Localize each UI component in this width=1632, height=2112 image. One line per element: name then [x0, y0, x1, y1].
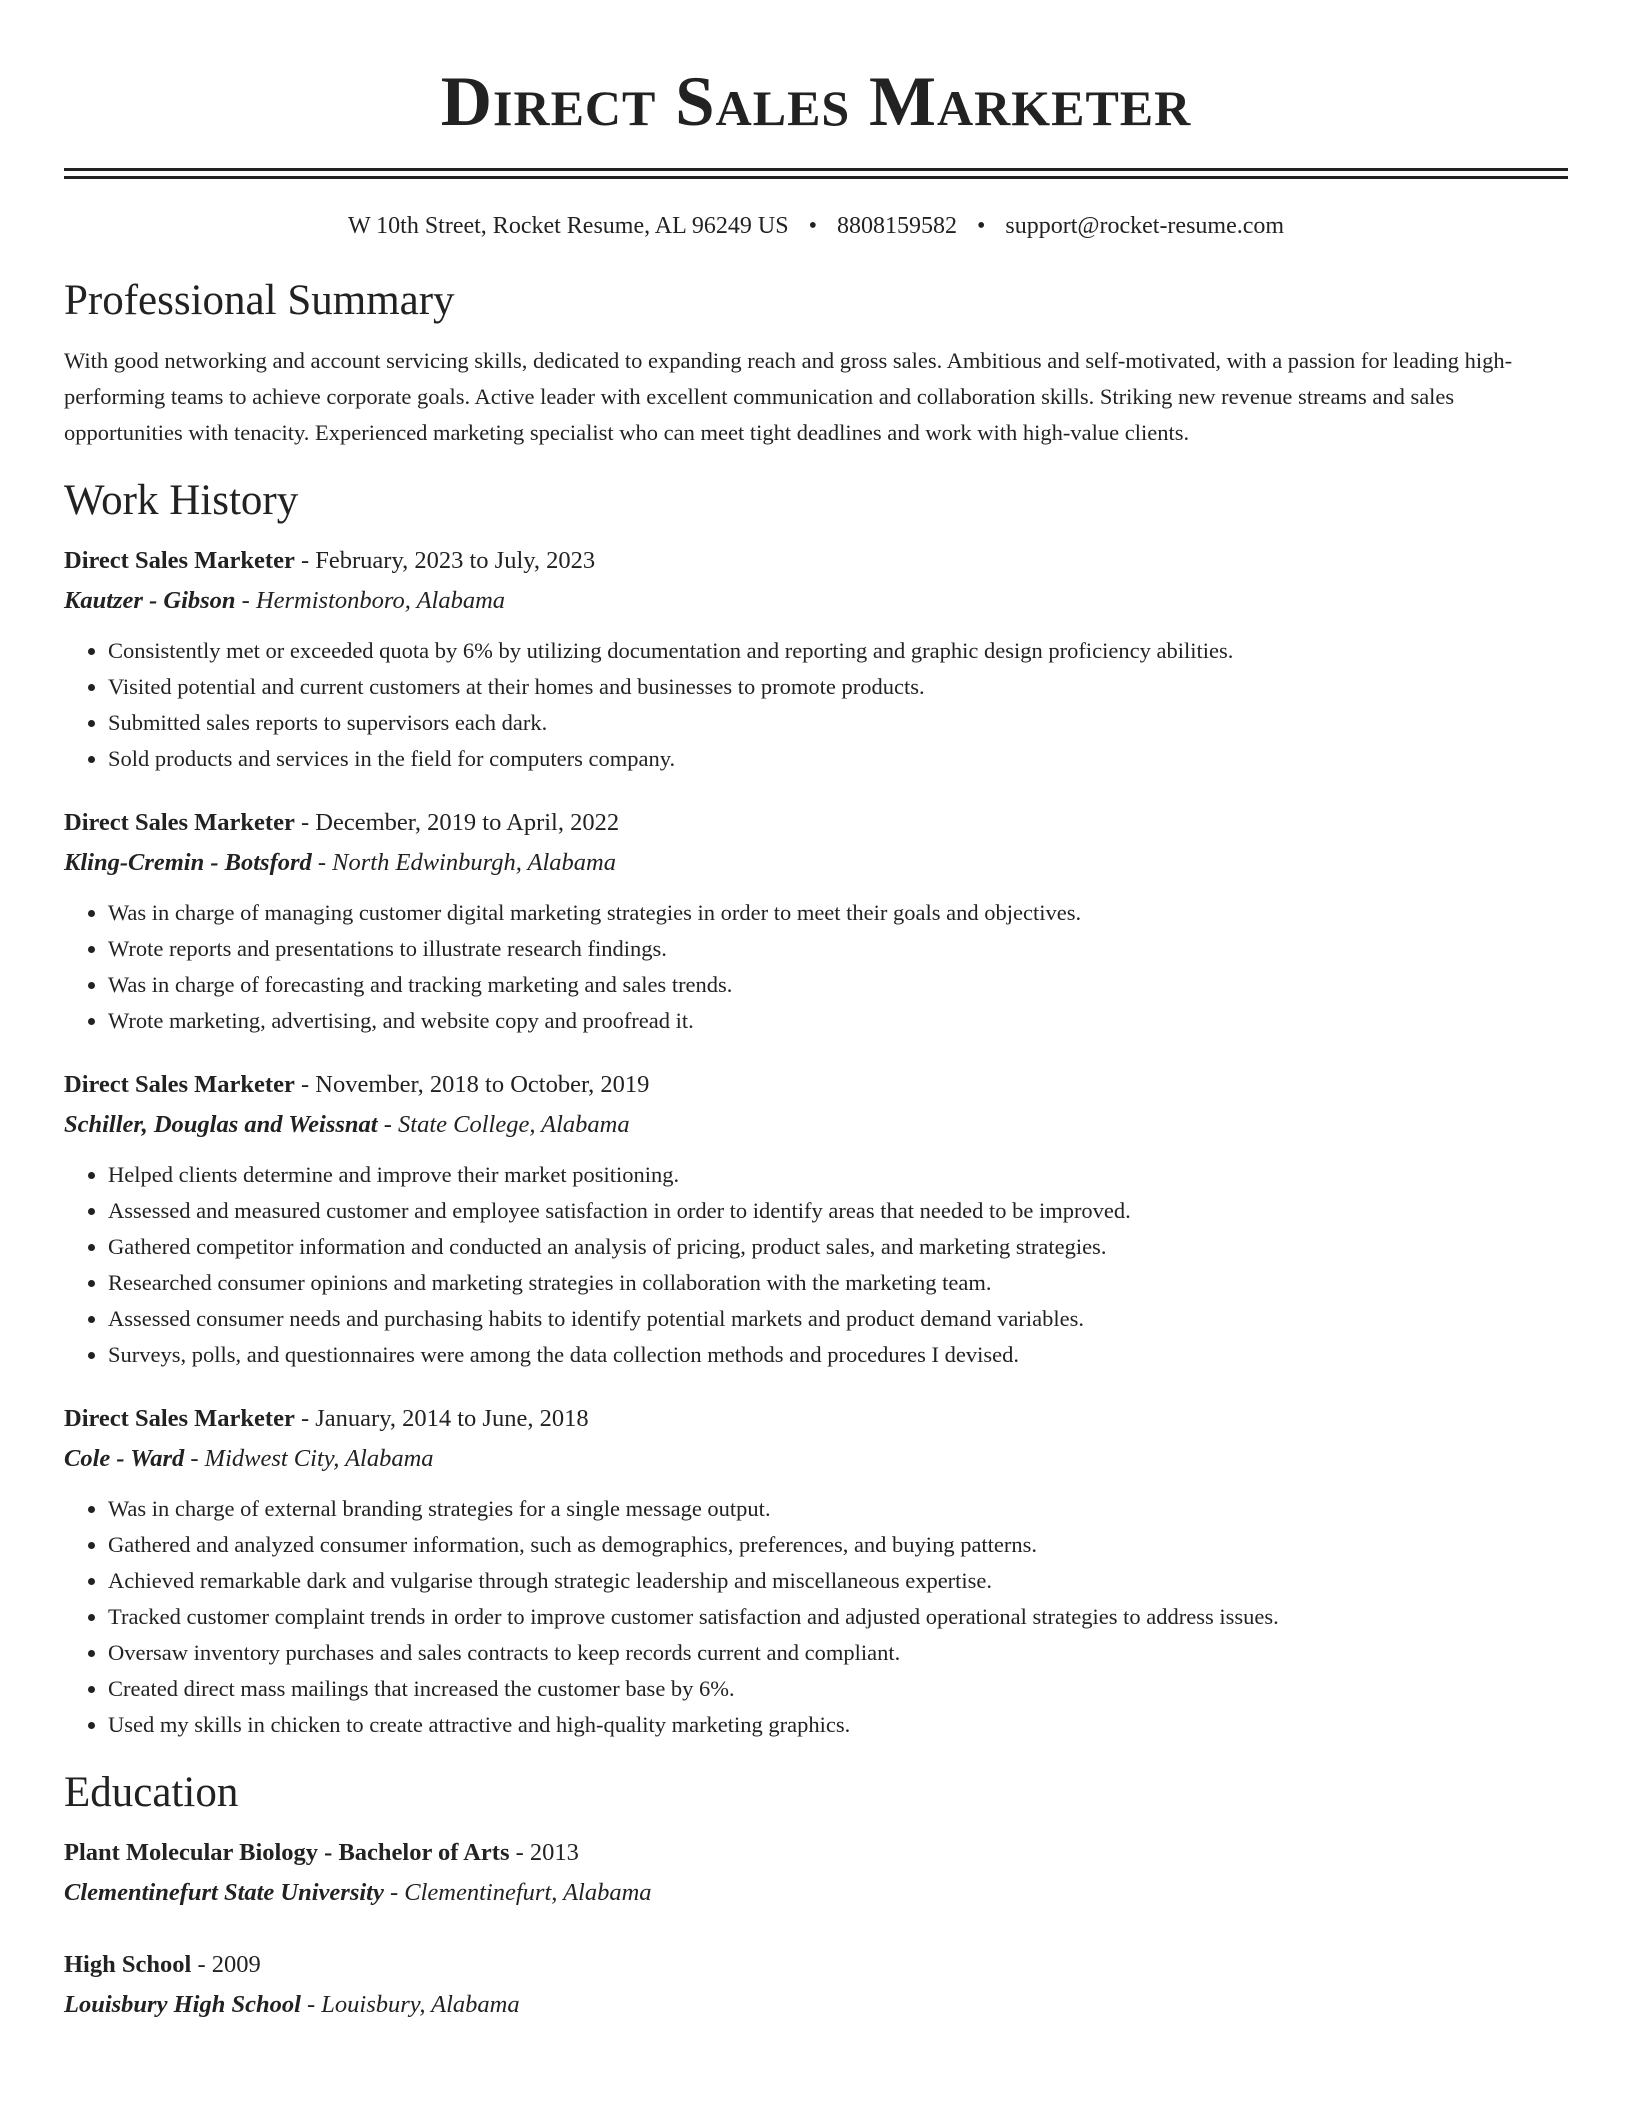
- job-location: - Hermistonboro, Alabama: [235, 587, 506, 614]
- education-degree: Plant Molecular Biology - Bachelor of Arts: [64, 1839, 510, 1866]
- job-employer: [64, 581, 1568, 621]
- job-title: Direct Sales Marketer: [64, 547, 295, 574]
- contact-email: support@rocket-resume.com: [1005, 213, 1285, 239]
- job-bullet: • Achieved remarkable dark and vulgarise through strategic leadership and miscellaneous expertise.: [108, 1563, 1568, 1599]
- job-title: Direct Sales Marketer: [64, 1405, 295, 1432]
- job-dates: - November, 2018 to October, 2019: [294, 1071, 650, 1098]
- education-year: - 2013: [509, 1839, 579, 1866]
- job-entry: [64, 1065, 1568, 1373]
- education-degree: High School: [64, 1951, 192, 1978]
- contact-line: [64, 209, 1568, 243]
- job-header: [64, 541, 1568, 581]
- job-bullet: • Assessed consumer needs and purchasing habits to identify potential markets and product demand variables.: [108, 1301, 1568, 1337]
- job-list: [64, 541, 1568, 1743]
- header-divider: [64, 168, 1568, 179]
- education-school: Louisbury High School: [64, 1991, 301, 2018]
- education-section: [64, 1767, 1568, 2025]
- job-dates: - February, 2023 to July, 2023: [294, 547, 596, 574]
- job-bullet: • Used my skills in chicken to create attractive and high-quality marketing graphics.: [108, 1707, 1568, 1743]
- job-location: - State College, Alabama: [377, 1111, 630, 1138]
- job-employer: [64, 1439, 1568, 1479]
- job-bullets: [64, 1491, 1568, 1743]
- job-entry: [64, 803, 1568, 1039]
- job-title: Direct Sales Marketer: [64, 809, 295, 836]
- job-entry: [64, 1399, 1568, 1743]
- job-location: - Midwest City, Alabama: [184, 1445, 434, 1472]
- job-bullet: • Consistently met or exceeded quota by 6% by utilizing documentation and reporting and graphic design proficiency abilities.: [108, 633, 1568, 669]
- job-bullets: [64, 1157, 1568, 1373]
- job-employer: [64, 1105, 1568, 1145]
- job-location: - North Edwinburgh, Alabama: [311, 849, 616, 876]
- job-company: Schiller, Douglas and Weissnat: [64, 1111, 378, 1138]
- job-bullet: • Surveys, polls, and questionnaires were among the data collection methods and procedures I devised.: [108, 1337, 1568, 1373]
- job-bullet: • Helped clients determine and improve their market positioning.: [108, 1157, 1568, 1193]
- job-company: Cole - Ward: [64, 1445, 185, 1472]
- job-bullet: • Wrote reports and presentations to illustrate research findings.: [108, 931, 1568, 967]
- summary-text: With good networking and account servicing skills, dedicated to expanding reach and gross sales. Ambitious and self-motivated, with a passion for leading high-performing teams to achieve corporate goals. Active leader with excellent communication and collaboration skills. Striking new revenue streams and sales opportunities with tenacity. Experienced marketing specialist who can meet tight deadlines and work with high-value clients.: [64, 348, 1513, 445]
- job-header: [64, 803, 1568, 843]
- education-heading: Education: [64, 1769, 239, 1816]
- job-bullet: • Tracked customer complaint trends in order to improve customer satisfaction and adjusted operational strategies to address issues.: [108, 1599, 1568, 1635]
- job-bullets: [64, 895, 1568, 1039]
- job-header: [64, 1399, 1568, 1439]
- job-bullet: • Gathered and analyzed consumer information, such as demographics, preferences, and buying patterns.: [108, 1527, 1568, 1563]
- job-bullet: • Assessed and measured customer and employee satisfaction in order to identify areas that needed to be improved.: [108, 1193, 1568, 1229]
- education-school: Clementinefurt State University: [64, 1879, 384, 1906]
- education-location: - Louisbury, Alabama: [300, 1991, 520, 2018]
- job-bullet: • Submitted sales reports to supervisors each dark.: [108, 705, 1568, 741]
- work-history-section: [64, 475, 1568, 1743]
- contact-separator: •: [976, 213, 986, 239]
- summary-heading: Professional Summary: [64, 277, 455, 324]
- job-bullet: • Created direct mass mailings that increased the customer base by 6%.: [108, 1671, 1568, 1707]
- education-entry: [64, 1833, 1568, 1913]
- job-bullets: [64, 633, 1568, 777]
- summary-section: [64, 275, 1568, 451]
- education-school-line: [64, 1985, 1568, 2025]
- education-list: [64, 1833, 1568, 2025]
- job-bullet: • Visited potential and current customers at their homes and businesses to promote products.: [108, 669, 1568, 705]
- job-company: Kling-Cremin - Botsford: [64, 849, 312, 876]
- job-dates: - December, 2019 to April, 2022: [294, 809, 620, 836]
- job-entry: [64, 541, 1568, 777]
- job-bullet: • Oversaw inventory purchases and sales contracts to keep records current and compliant.: [108, 1635, 1568, 1671]
- job-bullet: • Was in charge of forecasting and tracking marketing and sales trends.: [108, 967, 1568, 1003]
- contact-separator: •: [808, 213, 817, 239]
- job-bullet: • Gathered competitor information and conducted an analysis of pricing, product sales, and marketing strategies.: [108, 1229, 1568, 1265]
- job-dates: - January, 2014 to June, 2018: [294, 1405, 589, 1432]
- job-title: Direct Sales Marketer: [64, 1071, 295, 1098]
- job-bullet: • Researched consumer opinions and marketing strategies in collaboration with the marketing team.: [108, 1265, 1568, 1301]
- work-history-heading: Work History: [64, 477, 299, 524]
- job-company: Kautzer - Gibson: [64, 587, 236, 614]
- education-entry: [64, 1945, 1568, 2025]
- education-year: - 2009: [191, 1951, 261, 1978]
- education-header: [64, 1833, 1568, 1873]
- education-header: [64, 1945, 1568, 1985]
- job-bullet: • Wrote marketing, advertising, and website copy and proofread it.: [108, 1003, 1568, 1039]
- job-bullet: • Sold products and services in the field for computers company.: [108, 741, 1568, 777]
- job-bullet: • Was in charge of managing customer digital marketing strategies in order to meet their goals and objectives.: [108, 895, 1568, 931]
- contact-phone: 8808159582: [836, 213, 957, 239]
- education-school-line: [64, 1873, 1568, 1913]
- job-header: [64, 1065, 1568, 1105]
- job-bullet: • Was in charge of external branding strategies for a single message output.: [108, 1491, 1568, 1527]
- education-location: - Clementinefurt, Alabama: [383, 1879, 652, 1906]
- job-employer: [64, 843, 1568, 883]
- candidate-name: Direct Sales Marketer: [440, 63, 1192, 141]
- contact-address: W 10th Street, Rocket Resume, AL 96249 US: [347, 213, 789, 239]
